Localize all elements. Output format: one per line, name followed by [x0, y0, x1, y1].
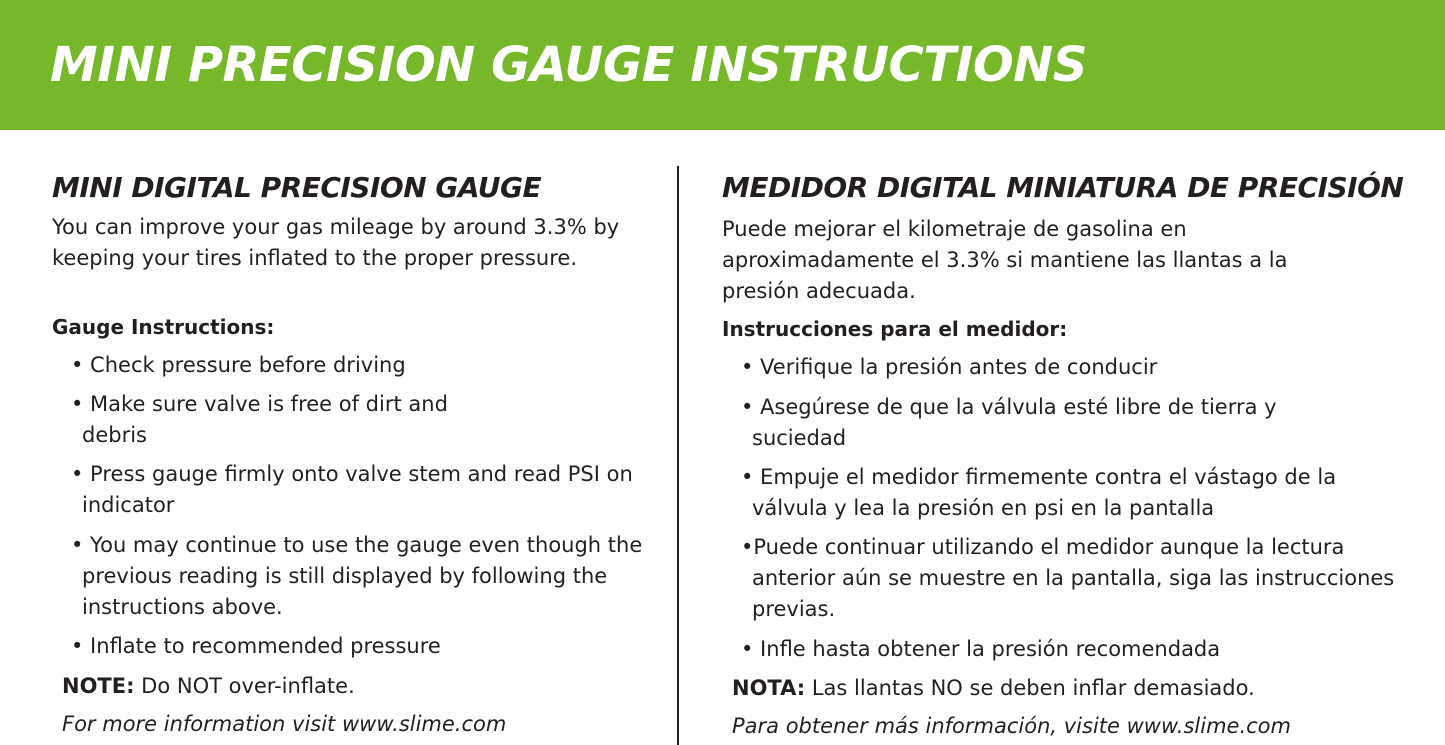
english-note-text: Do NOT over-inflate.	[134, 674, 355, 698]
english-bullet-4: • You may continue to use the gauge even though the previous reading is still displayed by following the instructions above.	[71, 533, 643, 619]
title-banner	[0, 0, 1445, 130]
english-note	[62, 671, 355, 702]
english-intro: You can improve your gas mileage by around 3.3% by keeping your tires inflated to the proper pressure.	[52, 215, 620, 270]
spanish-bullet-3: • Empuje el medidor firmemente contra el vástago de la válvula y lea la presión en psi en la pantalla	[741, 465, 1337, 520]
english-bullet-1: • Check pressure before driving	[71, 353, 406, 377]
english-bullet-2: • Make sure valve is free of dirt and debris	[71, 392, 448, 447]
column-divider	[677, 166, 679, 745]
spanish-bullet-2: • Asegúrese de que la válvula esté libre de tierra y suciedad	[741, 395, 1277, 450]
spanish-bullet-1: • Verifique la presión antes de conducir	[741, 355, 1158, 379]
english-bullet-3: • Press gauge firmly onto valve stem and read PSI on indicator	[71, 462, 633, 517]
spanish-intro: Puede mejorar el kilometraje de gasolina en aproximadamente el 3.3% si mantiene las llantas a la presión adecuada.	[722, 217, 1288, 303]
spanish-more-info: Para obtener más información, visite www.slime.com	[732, 714, 1291, 738]
spanish-note	[732, 673, 1255, 704]
spanish-bullet-4: •Puede continuar utilizando el medidor aunque la lectura anterior aún se muestre en la pantalla, siga las instrucciones previas.	[741, 535, 1395, 621]
english-more-info: For more information visit www.slime.com	[62, 712, 507, 736]
english-heading: MINI DIGITAL PRECISION GAUGE	[52, 171, 542, 204]
english-note-label: NOTE:	[62, 674, 135, 698]
page-title: MINI PRECISION GAUGE INSTRUCTIONS	[50, 37, 1087, 93]
english-instructions-label: Gauge Instructions:	[52, 315, 275, 339]
spanish-bullet-5: • Infle hasta obtener la presión recomendada	[741, 637, 1221, 661]
spanish-note-label: NOTA:	[732, 676, 806, 700]
spanish-instructions-label: Instrucciones para el medidor:	[722, 317, 1068, 341]
spanish-heading: MEDIDOR DIGITAL MINIATURA DE PRECISIÓN	[722, 171, 1404, 204]
english-bullet-5: • Inflate to recommended pressure	[71, 634, 441, 658]
spanish-note-text: Las llantas NO se deben inflar demasiado.	[805, 676, 1255, 700]
